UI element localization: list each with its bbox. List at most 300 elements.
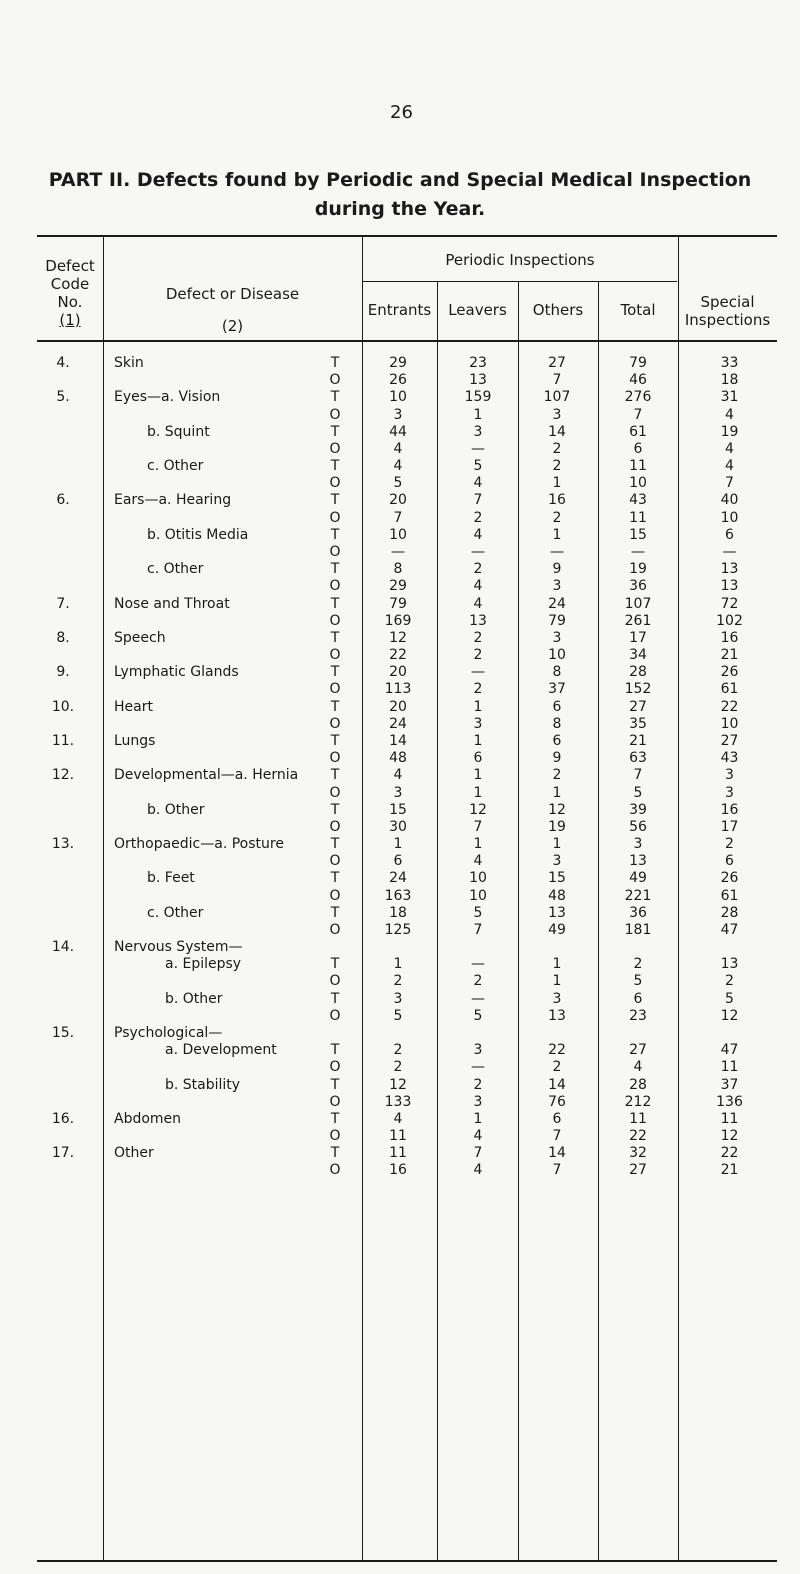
cell-total: 10 [629,475,647,492]
table-row [37,492,777,509]
defect-label: Speech [114,629,166,646]
cell-others: 3 [552,990,562,1007]
defects-table [37,235,777,1574]
cell-total: 11 [629,1110,647,1127]
type-marker: T [330,1145,340,1162]
cell-leavers: 1 [473,1110,483,1127]
cell-others: 1 [552,784,562,801]
cell-special: 4 [725,458,734,475]
cell-others: 3 [552,853,562,870]
cell-entrants: 20 [389,698,407,715]
cell-total: 276 [624,389,652,406]
type-marker: T [330,629,340,646]
cell-leavers: 7 [473,492,483,509]
cell-total: 5 [633,784,643,801]
cell-leavers: 4 [473,1128,483,1145]
cell-special: 6 [725,526,734,543]
cell-leavers: 2 [473,1076,483,1093]
cell-leavers: 1 [473,836,483,853]
page-number: 26 [390,102,413,123]
defect-code: 5. [56,389,70,406]
cell-total: 7 [633,767,643,784]
table-row [37,750,777,767]
table-row [37,733,777,750]
cell-special: 11 [720,1110,739,1127]
defect-label: Lungs [114,732,156,749]
cell-entrants: 15 [389,801,407,818]
cell-entrants: 4 [393,440,403,457]
table-row [37,785,777,802]
type-marker: T [330,698,340,715]
type-marker: T [330,1110,340,1127]
type-marker: O [329,578,341,595]
cell-others: 3 [552,406,562,423]
cell-total: 49 [629,870,647,887]
cell-others: 7 [552,1128,562,1145]
defect-label: Skin [114,355,144,371]
cell-total: 36 [629,578,647,595]
table-row [37,681,777,698]
cell-special: 12 [720,1128,739,1145]
type-marker: O [329,1093,341,1110]
cell-total: 35 [629,715,647,732]
cell-others: 22 [548,1042,566,1059]
cell-entrants: 44 [389,423,407,440]
table-row [37,1094,777,1111]
type-marker: O [329,543,341,560]
cell-others: 6 [552,698,562,715]
cell-special: 22 [720,1145,739,1162]
cell-special: 10 [720,715,739,732]
cell-entrants: 6 [393,853,403,870]
cell-leavers: 159 [464,389,492,406]
type-marker: O [329,1059,341,1076]
cell-entrants: 5 [393,475,403,492]
cell-total: 11 [629,509,647,526]
cell-others: 10 [548,647,566,664]
cell-leavers: — [471,990,485,1007]
cell-entrants: 12 [389,629,407,646]
table-row [37,1077,777,1094]
cell-total: 23 [629,1007,647,1024]
cell-leavers: — [471,440,485,457]
table-row [37,973,777,990]
type-marker: O [329,784,341,801]
page-title [0,166,800,224]
defect-label: Nose and Throat [114,595,230,612]
table-row [37,888,777,905]
cell-entrants: 11 [389,1128,407,1145]
title-line-1: PART II. Defects found by Periodic and Special Medical Inspection [48,169,752,191]
defect-label: Nervous System— [114,939,243,956]
type-marker: T [330,595,340,612]
type-marker: O [329,612,341,629]
defect-label: Psychological— [114,1025,223,1042]
cell-leavers: 2 [473,647,483,664]
table-top-rule [37,235,777,237]
table-row [37,407,777,424]
cell-others: — [550,543,564,560]
cell-others: 16 [548,492,566,509]
cell-entrants: 125 [384,921,412,938]
cell-others: 3 [552,629,562,646]
cell-others: 7 [552,1162,562,1179]
cell-others: 3 [552,578,562,595]
type-marker: O [329,921,341,938]
cell-leavers: 12 [469,801,487,818]
cell-others: 14 [548,423,566,440]
defect-label: a. Epilepsy [165,956,242,973]
cell-total: 6 [633,440,643,457]
table-row [37,355,777,372]
title-line-2: during the Year. [314,198,486,220]
defect-label: Abdomen [114,1110,182,1127]
table-row [37,510,777,527]
cell-entrants: 26 [389,372,407,389]
cell-total: 7 [633,406,643,423]
table-row [37,424,777,441]
cell-leavers: 5 [473,1007,483,1024]
cell-special: 16 [720,629,739,646]
table-row [37,1008,777,1025]
cell-special: 21 [720,1162,739,1179]
cell-entrants: 48 [389,750,407,767]
cell-leavers: 2 [473,561,483,578]
table-row [37,1162,777,1179]
cell-others: 27 [548,355,566,371]
defect-label: Eyes—a. Vision [114,389,221,406]
cell-special: 72 [720,595,739,612]
type-marker: T [330,956,340,973]
cell-total: 39 [629,801,647,818]
cell-total: 28 [629,664,647,681]
cell-special: 2 [725,973,734,990]
cell-total: 22 [629,1128,647,1145]
cell-special: 13 [720,561,739,578]
defect-label: b. Other [147,801,205,818]
defect-code: 9. [56,664,70,681]
cell-others: 37 [548,681,566,698]
cell-entrants: 4 [393,767,403,784]
cell-leavers: 3 [473,715,483,732]
defect-label: b. Feet [147,870,195,887]
cell-others: 1 [552,836,562,853]
table-row [37,1059,777,1076]
cell-others: 2 [552,767,562,784]
cell-others: 12 [548,801,566,818]
type-marker: T [330,664,340,681]
table-row [37,1128,777,1145]
type-marker: T [330,870,340,887]
cell-leavers: 10 [469,870,487,887]
defect-code: 14. [51,939,75,956]
type-marker: T [330,732,340,749]
cell-total: 181 [624,921,652,938]
cell-others: 2 [552,509,562,526]
cell-total: 63 [629,750,647,767]
cell-special: 13 [720,956,739,973]
cell-leavers: 5 [473,458,483,475]
header-total: Total [620,301,656,319]
cell-others: 76 [548,1093,566,1110]
cell-special: 2 [725,836,734,853]
cell-special: 61 [720,681,739,698]
type-marker: O [329,647,341,664]
table-row [37,578,777,595]
defect-code: 13. [51,836,75,853]
header-bottom-rule [37,340,777,342]
cell-leavers: 1 [473,732,483,749]
cell-special: 31 [720,389,739,406]
table-row [37,458,777,475]
cell-others: 14 [548,1145,566,1162]
cell-special: 6 [725,853,734,870]
cell-special: 22 [720,698,739,715]
cell-total: 21 [629,732,647,749]
cell-entrants: 4 [393,458,403,475]
type-marker: T [330,526,340,543]
cell-others: 8 [552,664,562,681]
defect-code: 6. [56,492,70,509]
table-row [37,613,777,630]
cell-total: 212 [624,1093,652,1110]
cell-others: 48 [548,887,566,904]
type-marker: O [329,681,341,698]
cell-entrants: 3 [393,406,403,423]
cell-special: 37 [720,1076,739,1093]
cell-special: 16 [720,801,739,818]
defect-label: Other [114,1145,154,1162]
cell-entrants: 12 [389,1076,407,1093]
type-marker: T [330,492,340,509]
table-row [37,699,777,716]
cell-total: 36 [629,904,647,921]
cell-special: 21 [720,647,739,664]
cell-others: 24 [548,595,566,612]
cell-leavers: — [471,664,485,681]
cell-special: 26 [720,870,739,887]
cell-leavers: 3 [473,423,483,440]
table-row [37,870,777,887]
cell-total: 107 [624,595,652,612]
defect-label: Ears—a. Hearing [114,492,232,509]
cell-total: 221 [624,887,652,904]
cell-total: 17 [629,629,647,646]
table-row [37,561,777,578]
cell-special: 43 [720,750,739,767]
defect-code: 16. [51,1110,75,1127]
cell-entrants: 16 [389,1162,407,1179]
defect-label: Developmental—a. Hernia [114,767,299,784]
cell-leavers: 1 [473,767,483,784]
cell-special: 47 [720,1042,739,1059]
cell-others: 1 [552,956,562,973]
table-row [37,802,777,819]
type-marker: O [329,509,341,526]
cell-entrants: 1 [393,956,403,973]
cell-leavers: 4 [473,853,483,870]
table-row [37,544,777,561]
table-row [37,527,777,544]
cell-leavers: 4 [473,595,483,612]
cell-special: 4 [725,406,734,423]
header-leavers: Leavers [448,301,507,319]
cell-total: 6 [633,990,643,1007]
table-row [37,819,777,836]
cell-leavers: 2 [473,681,483,698]
cell-total: 2 [633,956,643,973]
cell-entrants: 24 [389,870,407,887]
cell-entrants: 10 [389,526,407,543]
cell-leavers: — [471,956,485,973]
cell-entrants: 1 [393,836,403,853]
type-marker: O [329,818,341,835]
cell-special: 5 [725,990,734,1007]
defect-label: b. Otitis Media [147,526,249,543]
type-marker: O [329,372,341,389]
cell-special: 18 [720,372,739,389]
cell-special: 19 [720,423,739,440]
cell-special: 12 [720,1007,739,1024]
cell-total: 46 [629,372,647,389]
cell-others: 13 [548,1007,566,1024]
cell-entrants: 2 [393,1042,403,1059]
cell-entrants: 3 [393,784,403,801]
cell-leavers: 7 [473,921,483,938]
defect-label: c. Other [147,904,204,921]
cell-special: 61 [720,887,739,904]
defect-label: Lymphatic Glands [114,664,239,681]
cell-leavers: 2 [473,509,483,526]
cell-others: 2 [552,440,562,457]
cell-others: 1 [552,526,562,543]
cell-total: 27 [629,1162,647,1179]
cell-special: 27 [720,732,739,749]
cell-entrants: 14 [389,732,407,749]
table-row [37,939,777,956]
table-row [37,664,777,681]
cell-special: 28 [720,904,739,921]
cell-total: 27 [629,1042,647,1059]
cell-others: 107 [543,389,571,406]
cell-entrants: 30 [389,818,407,835]
cell-entrants: 113 [384,681,412,698]
type-marker: O [329,1128,341,1145]
header-special: Special Inspections [684,293,771,329]
cell-others: 49 [548,921,566,938]
cell-leavers: 6 [473,750,483,767]
cell-total: 43 [629,492,647,509]
defect-label: c. Other [147,561,204,578]
cell-others: 9 [552,750,562,767]
cell-special: 102 [716,612,743,629]
cell-leavers: — [471,1059,485,1076]
type-marker: T [330,389,340,406]
defect-label: Orthopaedic—a. Posture [114,836,284,853]
cell-entrants: 5 [393,1007,403,1024]
type-marker: T [330,561,340,578]
cell-leavers: 13 [469,612,487,629]
cell-leavers: 4 [473,475,483,492]
cell-leavers: 3 [473,1093,483,1110]
type-marker: O [329,750,341,767]
cell-others: 6 [552,732,562,749]
type-marker: T [330,1042,340,1059]
type-marker: O [329,440,341,457]
table-row [37,1111,777,1128]
cell-special: 10 [720,509,739,526]
cell-leavers: 10 [469,887,487,904]
cell-total: 4 [633,1059,643,1076]
cell-others: 19 [548,818,566,835]
type-marker: T [330,904,340,921]
cell-entrants: 4 [393,1110,403,1127]
defect-label: b. Stability [165,1076,241,1093]
cell-others: 14 [548,1076,566,1093]
cell-entrants: 20 [389,664,407,681]
cell-leavers: — [471,543,485,560]
cell-total: 3 [633,836,643,853]
table-row [37,767,777,784]
cell-others: 2 [552,1059,562,1076]
cell-entrants: 2 [393,1059,403,1076]
type-marker: T [330,458,340,475]
cell-total: — [631,543,645,560]
cell-leavers: 23 [469,355,487,371]
cell-others: 79 [548,612,566,629]
type-marker: T [330,767,340,784]
table-row [37,441,777,458]
cell-others: 15 [548,870,566,887]
type-marker: O [329,853,341,870]
table-row [37,922,777,939]
cell-special: 3 [725,784,734,801]
cell-total: 79 [629,355,647,371]
defect-code: 12. [51,767,75,784]
cell-entrants: 18 [389,904,407,921]
table-row [37,991,777,1008]
cell-leavers: 13 [469,372,487,389]
header-others: Others [532,301,584,319]
cell-leavers: 3 [473,1042,483,1059]
cell-leavers: 7 [473,1145,483,1162]
defect-code: 4. [56,355,70,371]
table-row [37,372,777,389]
table-row [37,1145,777,1162]
cell-special: 7 [725,475,734,492]
cell-others: 7 [552,372,562,389]
periodic-subheader-rule [362,281,677,282]
cell-entrants: 24 [389,715,407,732]
cell-total: 15 [629,526,647,543]
cell-special: 26 [720,664,739,681]
cell-entrants: 169 [384,612,412,629]
defect-code: 10. [51,698,75,715]
cell-entrants: 29 [389,578,407,595]
cell-special: 11 [720,1059,739,1076]
cell-others: 9 [552,561,562,578]
table-row [37,853,777,870]
table-row [37,630,777,647]
cell-leavers: 2 [473,629,483,646]
cell-total: 56 [629,818,647,835]
defect-label: Heart [114,698,153,715]
cell-total: 28 [629,1076,647,1093]
cell-total: 261 [624,612,652,629]
cell-entrants: 22 [389,647,407,664]
type-marker: O [329,715,341,732]
type-marker: T [330,1076,340,1093]
